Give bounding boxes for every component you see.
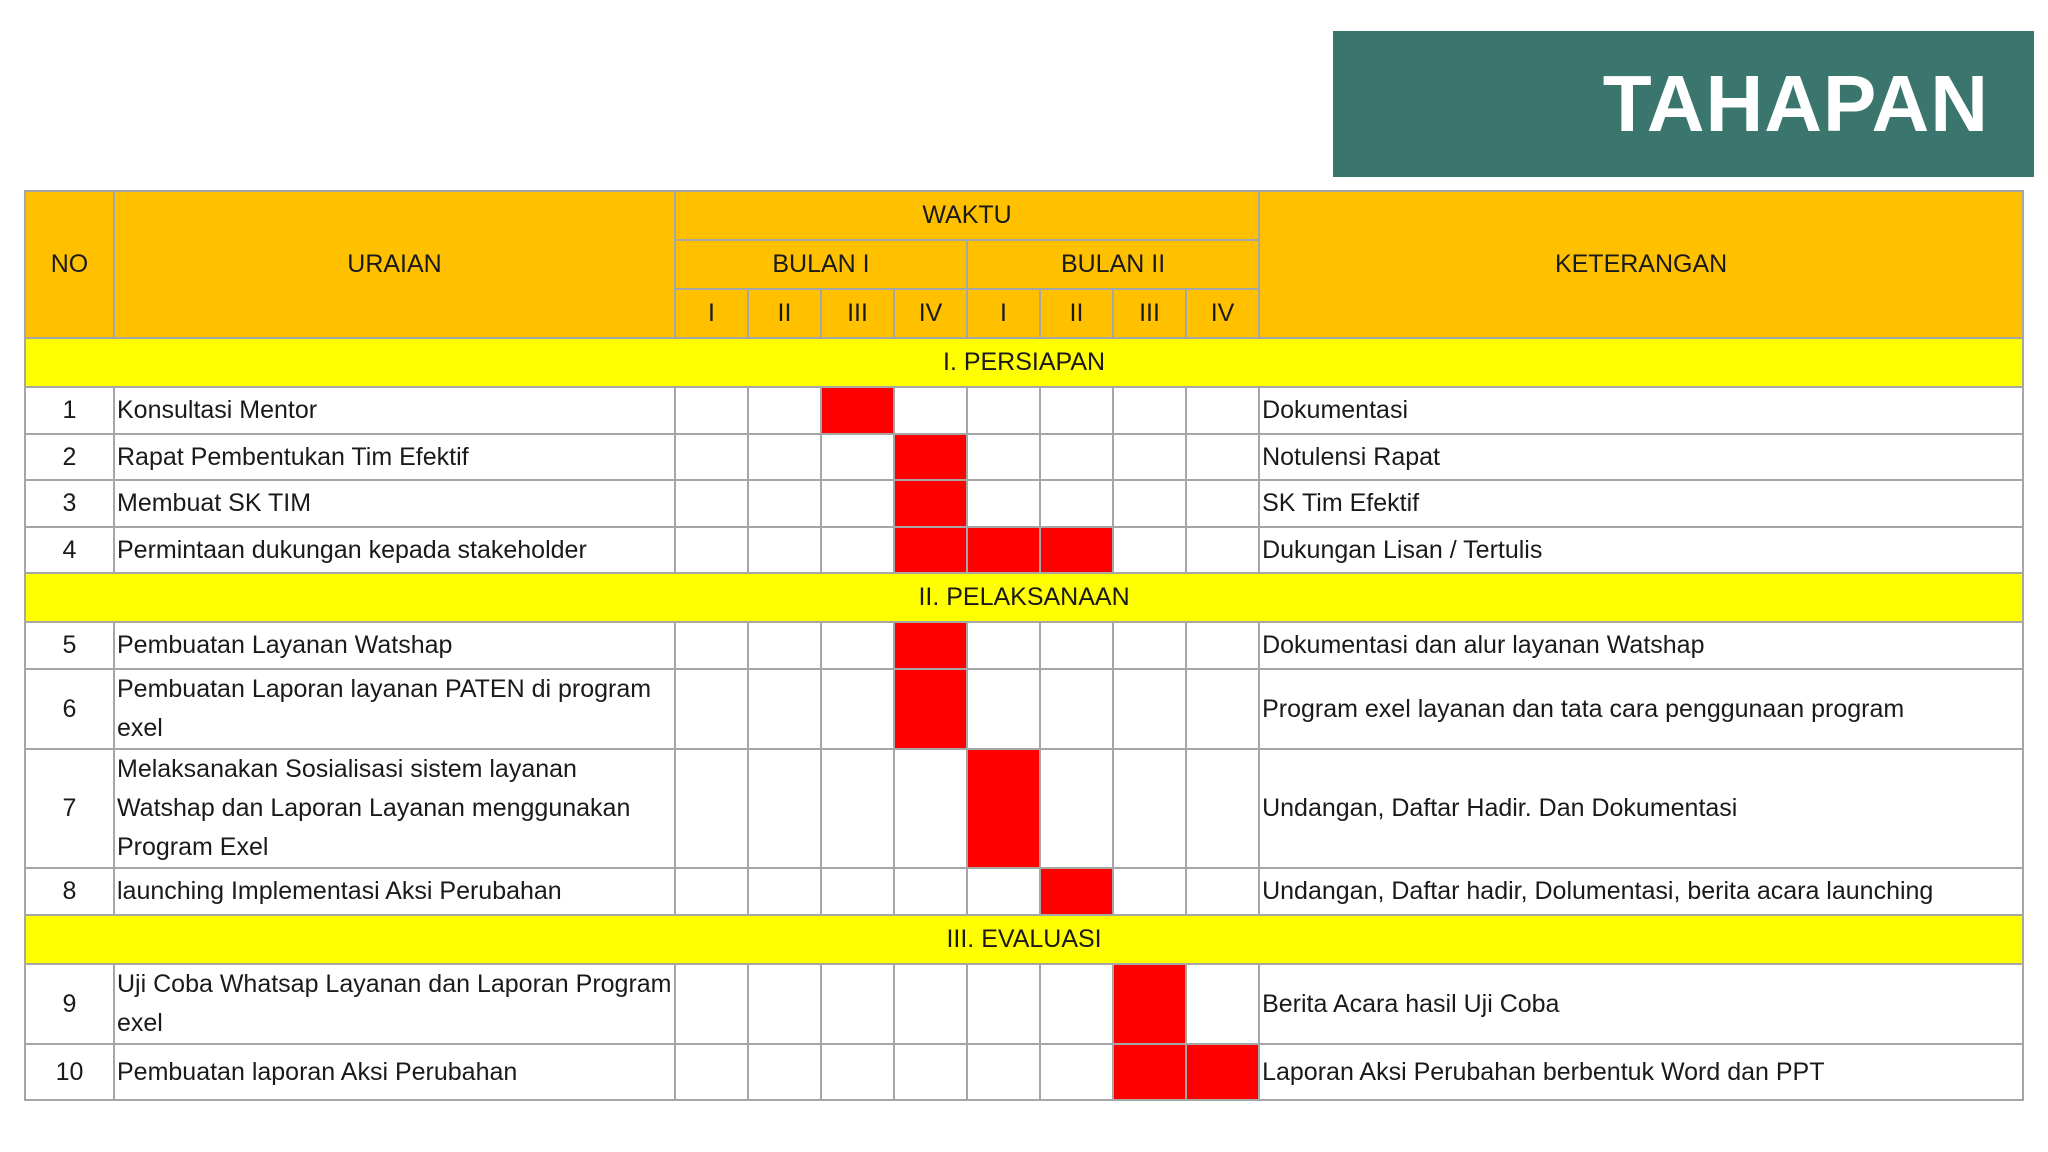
week-cell — [967, 669, 1040, 749]
week-cell — [1040, 387, 1113, 434]
section-row — [25, 915, 2023, 964]
week-cell — [1113, 669, 1186, 749]
header-no: NO — [25, 191, 114, 338]
row-number: 6 — [25, 669, 114, 749]
week-cell — [1113, 868, 1186, 915]
row-uraian: Pembuatan laporan Aksi Perubahan — [114, 1044, 675, 1100]
table-row — [25, 964, 2023, 1044]
header-month-1: BULAN I — [675, 240, 967, 289]
week-cell — [675, 1044, 748, 1100]
row-uraian: Permintaan dukungan kepada stakeholder — [114, 527, 675, 573]
week-cell — [1040, 622, 1113, 669]
row-keterangan: Dokumentasi — [1259, 387, 2023, 434]
week-cell — [1113, 527, 1186, 573]
header-waktu: WAKTU — [675, 191, 1259, 240]
header-week-7: III — [1113, 289, 1186, 338]
header-week-5: I — [967, 289, 1040, 338]
row-number: 9 — [25, 964, 114, 1044]
header-month-2: BULAN II — [967, 240, 1259, 289]
week-cell — [821, 749, 894, 868]
row-keterangan: Undangan, Daftar Hadir. Dan Dokumentasi — [1259, 749, 2023, 868]
table-row — [25, 434, 2023, 480]
week-cell — [821, 434, 894, 480]
week-cell — [675, 669, 748, 749]
week-cell — [967, 1044, 1040, 1100]
week-cell — [821, 1044, 894, 1100]
table-row — [25, 1044, 2023, 1100]
week-cell — [894, 868, 967, 915]
week-cell — [748, 434, 821, 480]
week-cell — [1040, 1044, 1113, 1100]
week-cell — [967, 868, 1040, 915]
table-row — [25, 480, 2023, 527]
row-keterangan: SK Tim Efektif — [1259, 480, 2023, 527]
row-number: 2 — [25, 434, 114, 480]
week-cell — [1113, 749, 1186, 868]
week-cell — [894, 749, 967, 868]
week-cell-active — [821, 387, 894, 434]
week-cell-active — [967, 749, 1040, 868]
section-title: I. PERSIAPAN — [25, 338, 2023, 387]
row-uraian: Membuat SK TIM — [114, 480, 675, 527]
header-week-6: II — [1040, 289, 1113, 338]
week-cell — [675, 434, 748, 480]
week-cell-active — [894, 480, 967, 527]
table-row — [25, 749, 2023, 868]
week-cell — [967, 480, 1040, 527]
week-cell — [894, 1044, 967, 1100]
week-cell — [675, 387, 748, 434]
week-cell — [967, 622, 1040, 669]
week-cell — [894, 387, 967, 434]
table-row — [25, 527, 2023, 573]
week-cell — [1186, 749, 1259, 868]
header-week-3: III — [821, 289, 894, 338]
week-cell — [748, 964, 821, 1044]
table-row — [25, 868, 2023, 915]
week-cell — [1040, 480, 1113, 527]
row-number: 8 — [25, 868, 114, 915]
row-number: 4 — [25, 527, 114, 573]
week-cell — [748, 868, 821, 915]
header-week-4: IV — [894, 289, 967, 338]
week-cell — [821, 669, 894, 749]
row-uraian: Melaksanakan Sosialisasi sistem layanan Watshap dan Laporan Layanan menggunakan Program Exel — [114, 749, 675, 868]
week-cell — [1040, 434, 1113, 480]
week-cell — [1186, 622, 1259, 669]
week-cell-active — [1113, 1044, 1186, 1100]
schedule-table — [24, 190, 2024, 1101]
week-cell — [967, 387, 1040, 434]
row-keterangan: Berita Acara hasil Uji Coba — [1259, 964, 2023, 1044]
row-number: 7 — [25, 749, 114, 868]
week-cell — [675, 622, 748, 669]
week-cell — [967, 434, 1040, 480]
row-keterangan: Notulensi Rapat — [1259, 434, 2023, 480]
week-cell — [1186, 964, 1259, 1044]
row-uraian: Uji Coba Whatsap Layanan dan Laporan Program exel — [114, 964, 675, 1044]
table-row — [25, 622, 2023, 669]
row-keterangan: Undangan, Daftar hadir, Dolumentasi, berita acara launching — [1259, 868, 2023, 915]
week-cell-active — [894, 527, 967, 573]
week-cell — [1186, 434, 1259, 480]
header-week-2: II — [748, 289, 821, 338]
row-uraian: Pembuatan Laporan layanan PATEN di program exel — [114, 669, 675, 749]
week-cell — [748, 1044, 821, 1100]
week-cell — [1186, 387, 1259, 434]
week-cell — [675, 868, 748, 915]
row-keterangan: Dokumentasi dan alur layanan Watshap — [1259, 622, 2023, 669]
table-row — [25, 669, 2023, 749]
row-number: 5 — [25, 622, 114, 669]
week-cell — [1186, 669, 1259, 749]
row-uraian: Rapat Pembentukan Tim Efektif — [114, 434, 675, 480]
week-cell — [675, 964, 748, 1044]
week-cell — [1113, 434, 1186, 480]
row-uraian: launching Implementasi Aksi Perubahan — [114, 868, 675, 915]
week-cell — [821, 964, 894, 1044]
week-cell — [1186, 868, 1259, 915]
week-cell-active — [1186, 1044, 1259, 1100]
week-cell — [1113, 480, 1186, 527]
week-cell-active — [1113, 964, 1186, 1044]
week-cell-active — [967, 527, 1040, 573]
header-week-8: IV — [1186, 289, 1259, 338]
section-row — [25, 338, 2023, 387]
week-cell-active — [894, 669, 967, 749]
week-cell — [1040, 749, 1113, 868]
week-cell — [748, 527, 821, 573]
row-keterangan: Laporan Aksi Perubahan berbentuk Word dan PPT — [1259, 1044, 2023, 1100]
week-cell — [821, 868, 894, 915]
week-cell — [675, 527, 748, 573]
week-cell — [1186, 480, 1259, 527]
title-banner — [1333, 31, 2034, 177]
row-keterangan: Program exel layanan dan tata cara penggunaan program — [1259, 669, 2023, 749]
week-cell — [675, 480, 748, 527]
row-number: 3 — [25, 480, 114, 527]
week-cell — [675, 749, 748, 868]
week-cell — [1113, 622, 1186, 669]
week-cell-active — [894, 434, 967, 480]
header-keterangan: KETERANGAN — [1259, 191, 2023, 338]
week-cell — [821, 527, 894, 573]
header-uraian: URAIAN — [114, 191, 675, 338]
week-cell — [967, 964, 1040, 1044]
week-cell — [748, 480, 821, 527]
week-cell — [748, 622, 821, 669]
week-cell — [1186, 527, 1259, 573]
week-cell-active — [894, 622, 967, 669]
page-title: TAHAPAN — [1602, 59, 1989, 148]
week-cell — [821, 480, 894, 527]
week-cell-active — [1040, 868, 1113, 915]
section-row — [25, 573, 2023, 622]
week-cell — [1040, 964, 1113, 1044]
week-cell — [1040, 669, 1113, 749]
week-cell — [748, 749, 821, 868]
week-cell — [821, 622, 894, 669]
week-cell — [748, 387, 821, 434]
section-title: III. EVALUASI — [25, 915, 2023, 964]
header-week-1: I — [675, 289, 748, 338]
row-uraian: Pembuatan Layanan Watshap — [114, 622, 675, 669]
week-cell — [1113, 387, 1186, 434]
row-keterangan: Dukungan Lisan / Tertulis — [1259, 527, 2023, 573]
section-title: II. PELAKSANAAN — [25, 573, 2023, 622]
row-number: 10 — [25, 1044, 114, 1100]
week-cell — [748, 669, 821, 749]
row-number: 1 — [25, 387, 114, 434]
week-cell-active — [1040, 527, 1113, 573]
row-uraian: Konsultasi Mentor — [114, 387, 675, 434]
table-row — [25, 387, 2023, 434]
week-cell — [894, 964, 967, 1044]
